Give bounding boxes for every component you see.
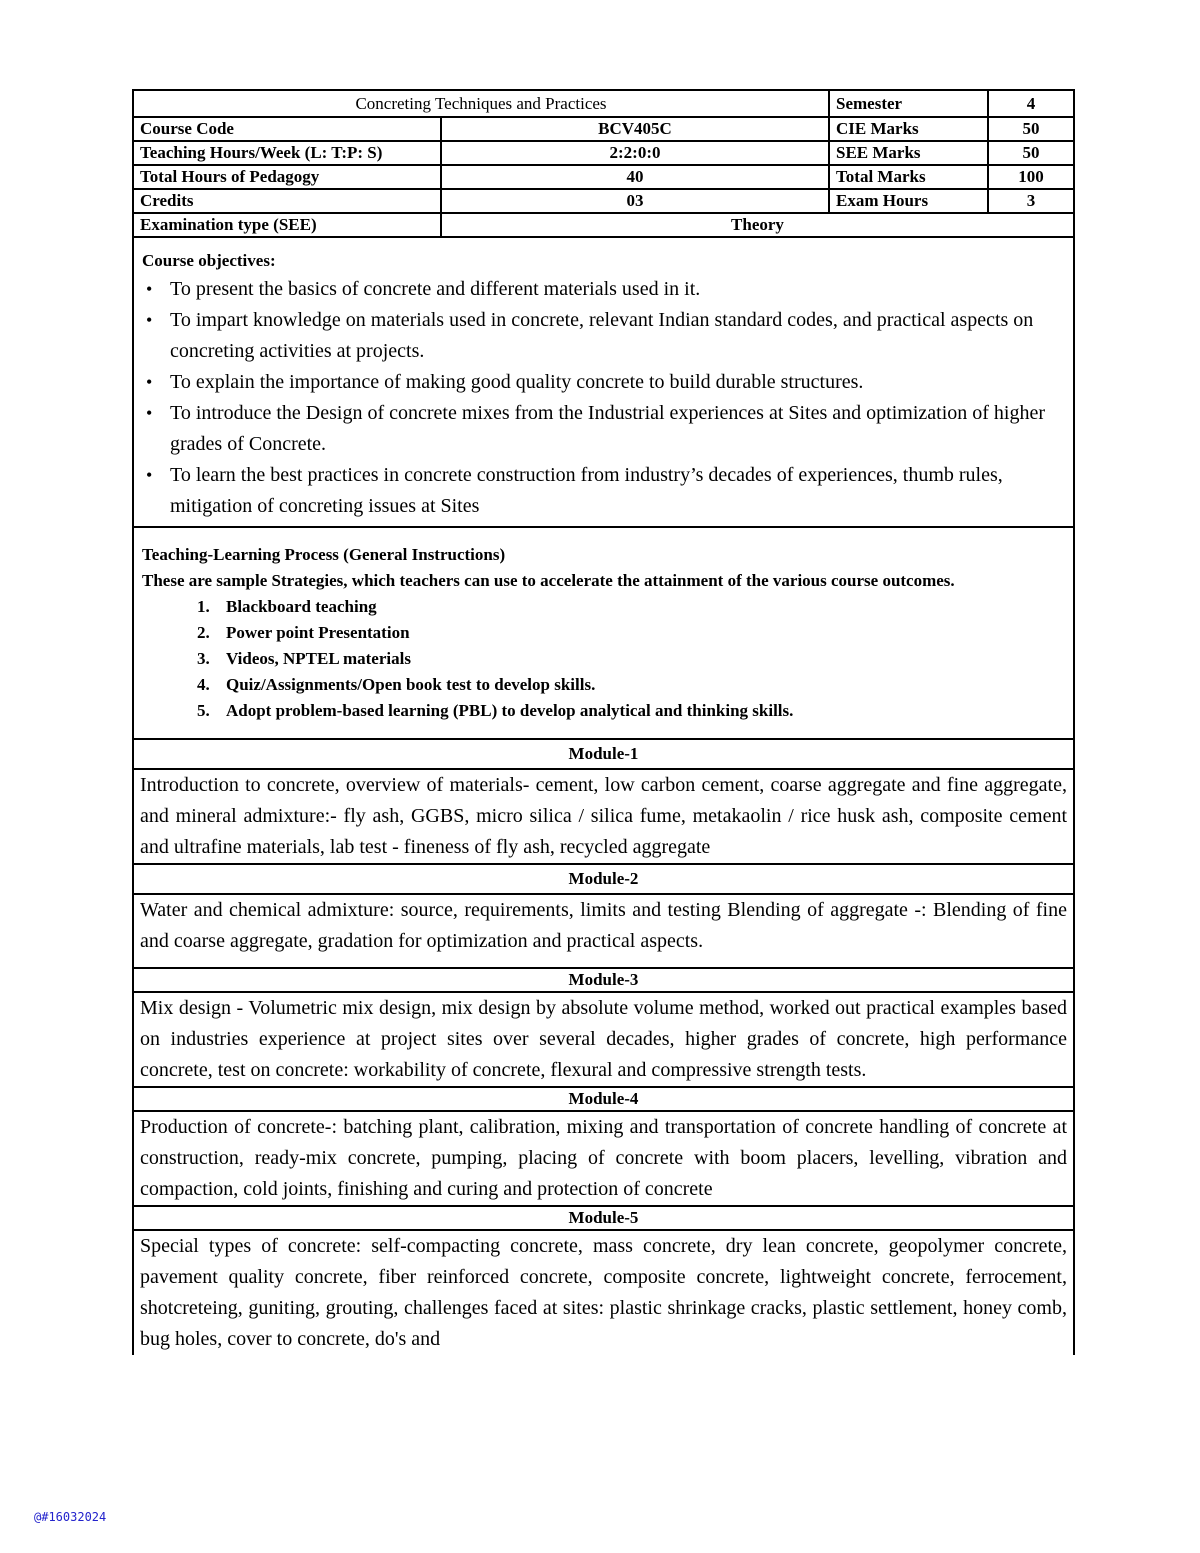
teaching-item: 2. Power point Presentation [214, 620, 1063, 646]
module-title: Module-1 [133, 739, 1074, 769]
course-syllabus-table [132, 89, 1075, 1355]
objective-item: • To impart knowledge on materials used in concrete, relevant Indian standard codes, and practical aspects on concreting activities at projects. [170, 305, 1063, 367]
info-value: BCV405C [441, 117, 829, 141]
module-body: Production of concrete-: batching plant, calibration, mixing and transportation of concrete handling of concrete at construction, ready-mix concrete, pumping, placing of concrete with boom placers, levelling, vibration and compaction, cold joints, finishing and curing and protection of concrete [133, 1111, 1074, 1206]
footer-stamp: @#16032024 [34, 1510, 107, 1524]
module-title: Module-2 [133, 864, 1074, 894]
info-value: 40 [441, 165, 829, 189]
teaching-section [133, 527, 1074, 739]
objective-item: • To introduce the Design of concrete mixes from the Industrial experiences at Sites and optimization of higher grades of Concrete. [170, 398, 1063, 460]
teaching-item: 3. Videos, NPTEL materials [214, 646, 1063, 672]
module-body-row [133, 1230, 1074, 1355]
teaching-heading: Teaching-Learning Process (General Instructions) [142, 545, 506, 564]
exam-type-value: Theory [441, 213, 1074, 237]
objective-item: • To explain the importance of making good quality concrete to build durable structures. [170, 367, 1063, 398]
info-value: 03 [441, 189, 829, 213]
module-title-row [133, 739, 1074, 769]
objectives-row [133, 237, 1074, 527]
module-body-row [133, 992, 1074, 1087]
module-body: Water and chemical admixture: source, requirements, limits and testing Blending of aggregate -: Blending of fine and coarse aggregate, gradation for optimization and practical aspects. [133, 894, 1074, 968]
info-row [133, 141, 1074, 165]
marks-label: SEE Marks [829, 141, 988, 165]
course-title-row [133, 90, 1074, 117]
marks-value: 3 [988, 189, 1074, 213]
module-body-row [133, 769, 1074, 864]
marks-value: 50 [988, 141, 1074, 165]
marks-label: Total Marks [829, 165, 988, 189]
teaching-subheading: These are sample Strategies, which teachers can use to accelerate the attainment of the various course outcomes. [142, 571, 955, 590]
info-label: Total Hours of Pedagogy [133, 165, 441, 189]
teaching-item: 4. Quiz/Assignments/Open book test to develop skills. [214, 672, 1063, 698]
module-body-row [133, 1111, 1074, 1206]
marks-label: CIE Marks [829, 117, 988, 141]
marks-value: 50 [988, 117, 1074, 141]
teaching-row [133, 527, 1074, 739]
module-title-row [133, 1206, 1074, 1230]
teaching-item: 5. Adopt problem-based learning (PBL) to develop analytical and thinking skills. [214, 698, 1063, 724]
module-body: Special types of concrete: self-compacting concrete, mass concrete, dry lean concrete, geopolymer concrete, pavement quality concrete, fiber reinforced concrete, composite concrete, lightweight concrete, ferrocement, shotcreteing, guniting, grouting, challenges faced at sites: plastic shrinkage cracks, plastic settlement, honey comb, bug holes, cover to concrete, do's and [133, 1230, 1074, 1355]
semester-value: 4 [988, 90, 1074, 117]
exam-type-label: Examination type (SEE) [133, 213, 441, 237]
info-row [133, 165, 1074, 189]
objectives-list [142, 274, 1063, 522]
marks-value: 100 [988, 165, 1074, 189]
objective-item: • To learn the best practices in concrete construction from industry’s decades of experiences, thumb rules, mitigation of concreting issues at Sites [170, 460, 1063, 522]
module-body: Mix design - Volumetric mix design, mix design by absolute volume method, worked out practical examples based on industries experience at project sites over several decades, higher grades of concrete, high performance concrete, test on concrete: workability of concrete, flexural and compressive strength tests. [133, 992, 1074, 1087]
module-body-row [133, 894, 1074, 968]
objective-item: • To present the basics of concrete and different materials used in it. [170, 274, 1063, 305]
teaching-list [142, 594, 1063, 724]
module-title: Module-3 [133, 968, 1074, 992]
semester-label: Semester [829, 90, 988, 117]
marks-label: Exam Hours [829, 189, 988, 213]
objectives-section [133, 237, 1074, 527]
module-title-row [133, 1087, 1074, 1111]
info-label: Credits [133, 189, 441, 213]
info-row [133, 189, 1074, 213]
info-label: Course Code [133, 117, 441, 141]
module-title: Module-5 [133, 1206, 1074, 1230]
info-label: Teaching Hours/Week (L: T:P: S) [133, 141, 441, 165]
info-row [133, 117, 1074, 141]
objectives-heading: Course objectives: [142, 251, 276, 270]
module-body: Introduction to concrete, overview of materials- cement, low carbon cement, coarse aggregate and fine aggregate, and mineral admixture:- fly ash, GGBS, micro silica / silica fume, metakaolin / rice husk ash, composite cement and ultrafine materials, lab test - fineness of fly ash, recycled aggregate [133, 769, 1074, 864]
info-value: 2:2:0:0 [441, 141, 829, 165]
exam-type-row [133, 213, 1074, 237]
module-title-row [133, 864, 1074, 894]
module-title-row [133, 968, 1074, 992]
teaching-item: 1. Blackboard teaching [214, 594, 1063, 620]
module-title: Module-4 [133, 1087, 1074, 1111]
course-title: Concreting Techniques and Practices [133, 90, 829, 117]
